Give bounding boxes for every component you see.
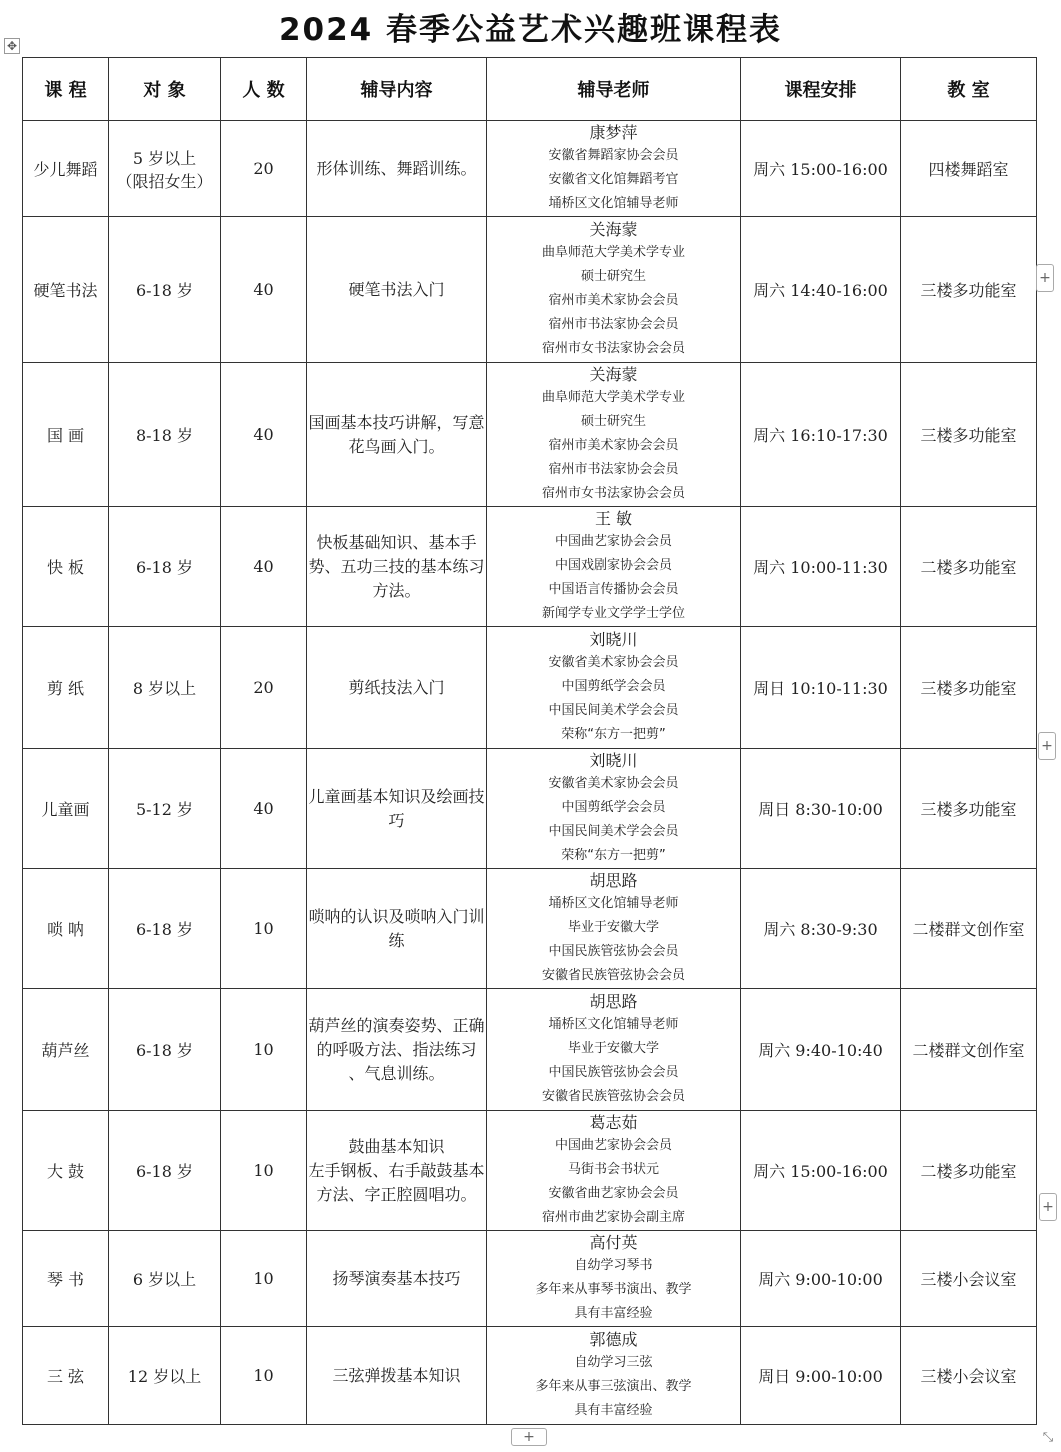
- teacher-cell: [487, 627, 741, 749]
- course-cell: 葫芦丝: [23, 989, 109, 1111]
- count-cell: 10: [221, 989, 307, 1111]
- teacher-credential: 曲阜师范大学美术学专业: [541, 244, 685, 260]
- teacher-credential: 埇桥区文化馆辅导老师: [548, 895, 679, 911]
- teacher-credential: 中国语言传播协会会员: [548, 581, 679, 597]
- count-cell: 40: [221, 217, 307, 363]
- room-cell: 四楼舞蹈室: [901, 121, 1037, 217]
- add-row-button[interactable]: +: [511, 1428, 547, 1446]
- target-cell: 12 岁以上: [109, 1327, 221, 1425]
- content-cell: 快板基础知识、基本手势、五功三技的基本练习方法。: [307, 507, 487, 627]
- teacher-name: 葛志茹: [589, 1112, 638, 1132]
- teacher-credential: 硕士研究生: [580, 268, 646, 284]
- teacher-credential: 埇桥区文化馆辅导老师: [548, 195, 679, 211]
- header-content: 辅导内容: [307, 58, 487, 121]
- course-cell: 儿童画: [23, 749, 109, 869]
- course-cell: 唢 呐: [23, 869, 109, 989]
- teacher-credential: 安徽省美术家协会会员: [548, 654, 679, 670]
- course-cell: 硬笔书法: [23, 217, 109, 363]
- header-count: 人 数: [221, 58, 307, 121]
- teacher-name: 刘晓川: [589, 629, 638, 649]
- table-row: [23, 869, 1037, 989]
- target-cell: 8-18 岁: [109, 363, 221, 507]
- time-cell: 周日 8:30-10:00: [741, 749, 901, 869]
- time-cell: 周六 16:10-17:30: [741, 363, 901, 507]
- teacher-credential: 安徽省曲艺家协会会员: [548, 1185, 679, 1201]
- target-cell: 8 岁以上: [109, 627, 221, 749]
- room-cell: 三楼多功能室: [901, 627, 1037, 749]
- page-title: 2024 春季公益艺术兴趣班课程表: [278, 12, 783, 48]
- teacher-credential: 荣称“东方一把剪”: [561, 847, 666, 863]
- teacher-credential: 宿州市美术家协会会员: [548, 292, 679, 308]
- time-cell: 周六 15:00-16:00: [741, 121, 901, 217]
- time-cell: 周六 8:30-9:30: [741, 869, 901, 989]
- table-row: [23, 1111, 1037, 1231]
- time-cell: 周六 14:40-16:00: [741, 217, 901, 363]
- teacher-credential: 安徽省民族管弦协会会员: [541, 1088, 685, 1104]
- teacher-credential: 埇桥区文化馆辅导老师: [548, 1016, 679, 1032]
- teacher-name: 高付英: [589, 1232, 638, 1252]
- teacher-credential: 宿州市女书法家协会会员: [541, 340, 685, 356]
- content-cell: 国画基本技巧讲解，写意花鸟画入门。: [307, 363, 487, 507]
- time-cell: 周日 9:00-10:00: [741, 1327, 901, 1425]
- header-row: [23, 58, 1037, 121]
- room-cell: 三楼多功能室: [901, 363, 1037, 507]
- count-cell: 10: [221, 1231, 307, 1327]
- time-cell: 周六 10:00-11:30: [741, 507, 901, 627]
- teacher-name: 关海蒙: [589, 219, 638, 239]
- target-cell: 6 岁以上: [109, 1231, 221, 1327]
- teacher-credential: 曲阜师范大学美术学专业: [541, 389, 685, 405]
- schedule-table: [22, 57, 1037, 1425]
- content-cell: 硬笔书法入门: [307, 217, 487, 363]
- time-cell: 周六 15:00-16:00: [741, 1111, 901, 1231]
- table-resize-icon[interactable]: ⤡: [1042, 1430, 1054, 1445]
- content-cell: 鼓曲基本知识 左手钢板、右手敲鼓基本方法、字正腔圆唱功。: [307, 1111, 487, 1231]
- teacher-credential: 宿州市女书法家协会会员: [541, 485, 685, 501]
- teacher-credential: 中国剪纸学会会员: [561, 678, 666, 694]
- header-room: 教 室: [901, 58, 1037, 121]
- target-cell: 6-18 岁: [109, 507, 221, 627]
- room-cell: 二楼多功能室: [901, 1111, 1037, 1231]
- teacher-cell: [487, 217, 741, 363]
- teacher-credential: 宿州市美术家协会会员: [548, 437, 679, 453]
- teacher-credential: 宿州市书法家协会会员: [548, 461, 679, 477]
- table-row: [23, 989, 1037, 1111]
- table-row: [23, 217, 1037, 363]
- target-cell: 6-18 岁: [109, 1111, 221, 1231]
- teacher-credential: 中国曲艺家协会会员: [554, 533, 672, 549]
- course-cell: 大 鼓: [23, 1111, 109, 1231]
- course-cell: 琴 书: [23, 1231, 109, 1327]
- teacher-name: 刘晓川: [589, 750, 638, 770]
- course-cell: 少儿舞蹈: [23, 121, 109, 217]
- count-cell: 10: [221, 1111, 307, 1231]
- teacher-credential: 荣称“东方一把剪”: [561, 726, 666, 742]
- room-cell: 三楼多功能室: [901, 217, 1037, 363]
- room-cell: 三楼小会议室: [901, 1231, 1037, 1327]
- table-row: [23, 363, 1037, 507]
- table-row: [23, 749, 1037, 869]
- count-cell: 20: [221, 627, 307, 749]
- table-row: [23, 1327, 1037, 1425]
- teacher-credential: 安徽省文化馆舞蹈考官: [548, 171, 679, 187]
- teacher-credential: 新闻学专业文学学士学位: [541, 605, 685, 621]
- course-cell: 剪 纸: [23, 627, 109, 749]
- time-cell: 周日 10:10-11:30: [741, 627, 901, 749]
- time-cell: 周六 9:00-10:00: [741, 1231, 901, 1327]
- header-teacher: 辅导老师: [487, 58, 741, 121]
- teacher-credential: 中国曲艺家协会会员: [554, 1137, 672, 1153]
- teacher-name: 王 敏: [594, 508, 633, 528]
- content-cell: 儿童画基本知识及绘画技巧: [307, 749, 487, 869]
- count-cell: 40: [221, 749, 307, 869]
- header-target: 对 象: [109, 58, 221, 121]
- teacher-credential: 中国民族管弦协会会员: [548, 1064, 679, 1080]
- table-row: [23, 1231, 1037, 1327]
- content-cell: 三弦弹拨基本知识: [307, 1327, 487, 1425]
- count-cell: 10: [221, 1327, 307, 1425]
- count-cell: 40: [221, 363, 307, 507]
- room-cell: 三楼小会议室: [901, 1327, 1037, 1425]
- teacher-credential: 中国戏剧家协会会员: [554, 557, 672, 573]
- teacher-credential: 马街书会书状元: [567, 1161, 659, 1177]
- target-cell: 5-12 岁: [109, 749, 221, 869]
- teacher-cell: [487, 989, 741, 1111]
- course-cell: 国 画: [23, 363, 109, 507]
- teacher-credential: 多年来从事三弦演出、教学: [535, 1378, 692, 1394]
- content-cell: 剪纸技法入门: [307, 627, 487, 749]
- table-move-icon[interactable]: ✥: [4, 38, 20, 54]
- teacher-name: 胡思路: [589, 870, 638, 890]
- target-cell: 6-18 岁: [109, 869, 221, 989]
- teacher-credential: 多年来从事琴书演出、教学: [535, 1281, 692, 1297]
- teacher-credential: 毕业于安徽大学: [567, 1040, 659, 1056]
- count-cell: 10: [221, 869, 307, 989]
- time-cell: 周六 9:40-10:40: [741, 989, 901, 1111]
- teacher-credential: 安徽省美术家协会会员: [548, 775, 679, 791]
- teacher-credential: 中国民间美术学会会员: [548, 702, 679, 718]
- teacher-credential: 中国民间美术学会会员: [548, 823, 679, 839]
- teacher-credential: 中国剪纸学会会员: [561, 799, 666, 815]
- teacher-name: 郭德成: [589, 1329, 638, 1349]
- teacher-cell: [487, 363, 741, 507]
- room-cell: 二楼群文创作室: [901, 869, 1037, 989]
- count-cell: 40: [221, 507, 307, 627]
- room-cell: 二楼群文创作室: [901, 989, 1037, 1111]
- room-cell: 二楼多功能室: [901, 507, 1037, 627]
- teacher-cell: [487, 749, 741, 869]
- teacher-credential: 具有丰富经验: [574, 1305, 653, 1321]
- table-row: [23, 627, 1037, 749]
- insert-row-button[interactable]: +: [1038, 732, 1056, 760]
- teacher-name: 康梦萍: [589, 122, 638, 142]
- teacher-cell: [487, 121, 741, 217]
- teacher-cell: [487, 507, 741, 627]
- teacher-cell: [487, 1327, 741, 1425]
- room-cell: 三楼多功能室: [901, 749, 1037, 869]
- teacher-credential: 中国民族管弦协会会员: [548, 943, 679, 959]
- teacher-credential: 安徽省舞蹈家协会会员: [548, 147, 679, 163]
- teacher-cell: [487, 1231, 741, 1327]
- target-cell: 6-18 岁: [109, 217, 221, 363]
- content-cell: 形体训练、舞蹈训练。: [307, 121, 487, 217]
- teacher-name: 关海蒙: [589, 364, 638, 384]
- insert-row-button[interactable]: +: [1039, 1193, 1057, 1221]
- teacher-credential: 自幼学习三弦: [574, 1354, 653, 1370]
- table-row: [23, 507, 1037, 627]
- teacher-credential: 毕业于安徽大学: [567, 919, 659, 935]
- teacher-credential: 安徽省民族管弦协会会员: [541, 967, 685, 983]
- insert-row-button[interactable]: +: [1036, 264, 1054, 292]
- content-cell: 葫芦丝的演奏姿势、正确的呼吸方法、指法练习 、气息训练。: [307, 989, 487, 1111]
- table-row: [23, 121, 1037, 217]
- course-cell: 三 弦: [23, 1327, 109, 1425]
- count-cell: 20: [221, 121, 307, 217]
- header-course: 课 程: [23, 58, 109, 121]
- teacher-cell: [487, 869, 741, 989]
- teacher-credential: 宿州市曲艺家协会副主席: [541, 1209, 685, 1225]
- teacher-credential: 硕士研究生: [580, 413, 646, 429]
- course-cell: 快 板: [23, 507, 109, 627]
- content-cell: 唢呐的认识及唢呐入门训练: [307, 869, 487, 989]
- header-time: 课程安排: [741, 58, 901, 121]
- teacher-credential: 自幼学习琴书: [574, 1257, 653, 1273]
- target-cell: 6-18 岁: [109, 989, 221, 1111]
- teacher-cell: [487, 1111, 741, 1231]
- content-cell: 扬琴演奏基本技巧: [307, 1231, 487, 1327]
- teacher-credential: 宿州市书法家协会会员: [548, 316, 679, 332]
- teacher-name: 胡思路: [589, 991, 638, 1011]
- target-cell: 5 岁以上 （限招女生）: [109, 121, 221, 217]
- teacher-credential: 具有丰富经验: [574, 1402, 653, 1418]
